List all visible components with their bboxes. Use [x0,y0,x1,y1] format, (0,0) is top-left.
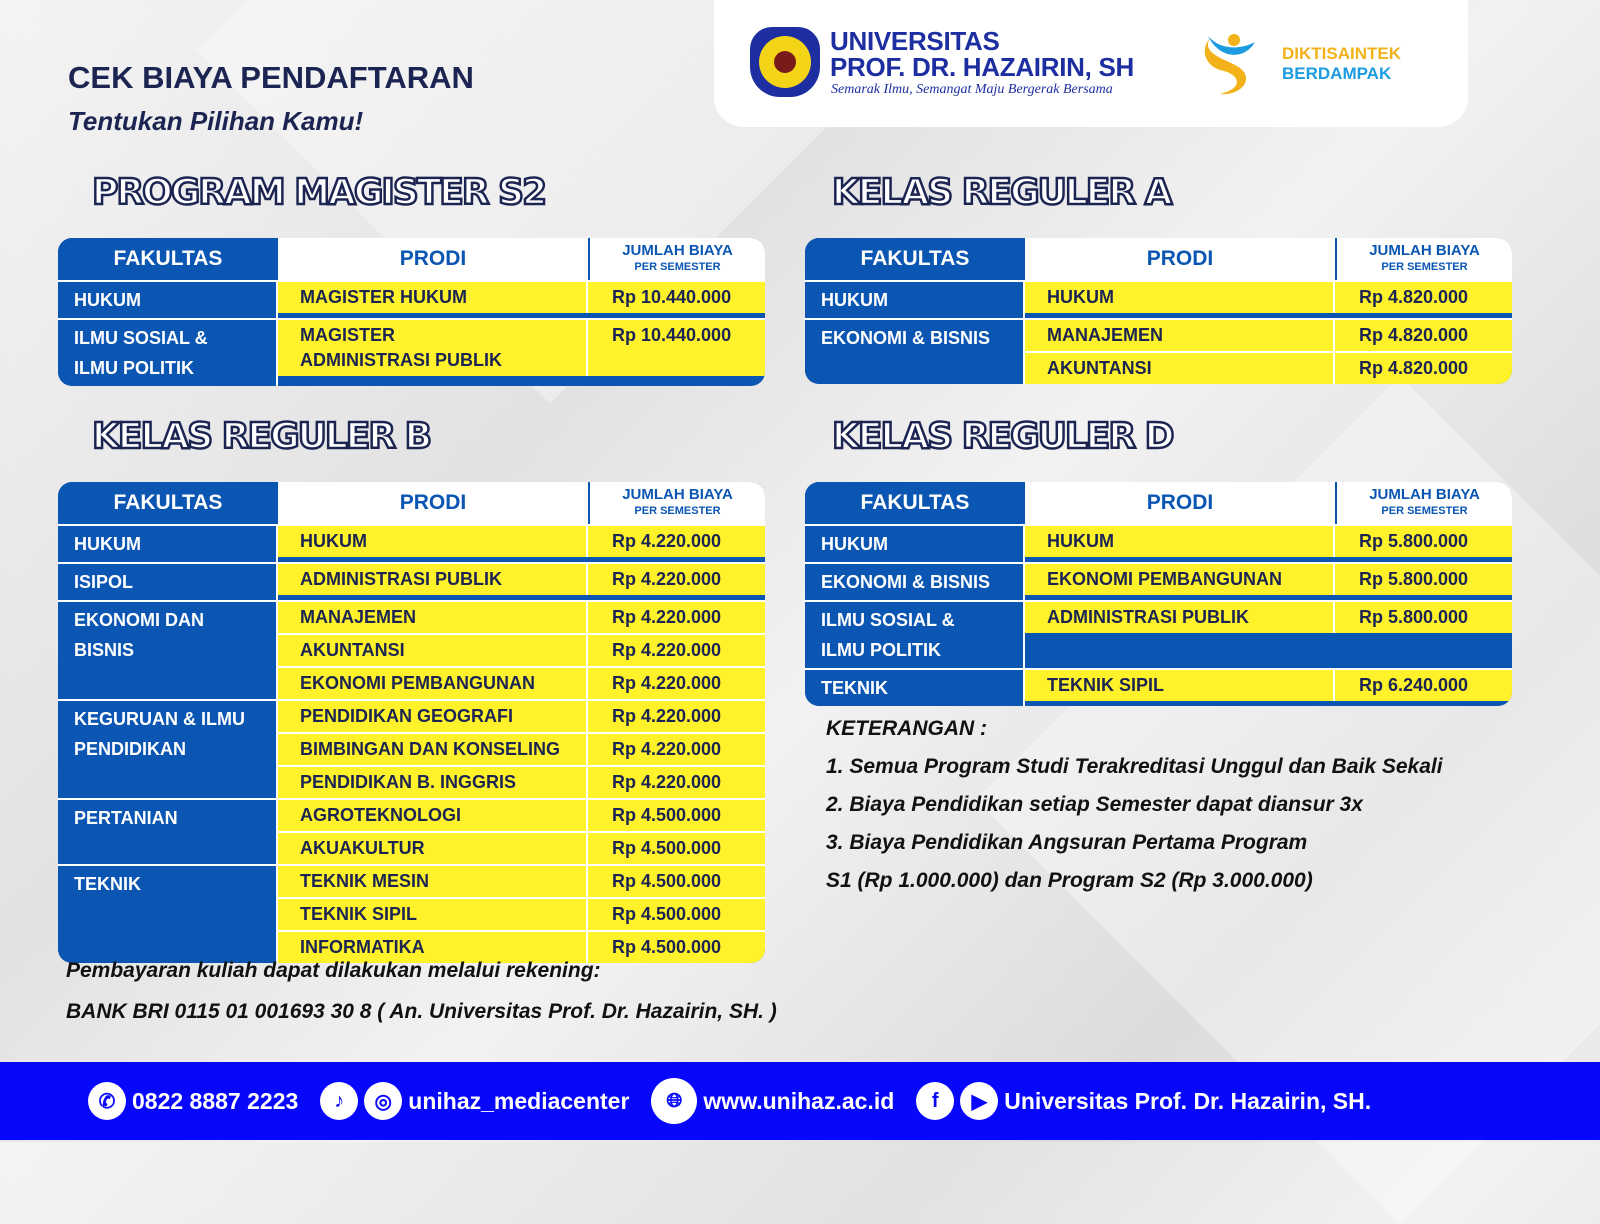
prodi-cell: HUKUM [1025,526,1335,557]
faculty-cell: ILMU SOSIAL & ILMU POLITIK [58,320,278,386]
table-header [805,482,1512,524]
header-biaya-label: JUMLAH BIAYA [622,242,733,259]
biaya-cell: Rp 4.500.000 [612,805,722,825]
faculty-group [58,798,765,864]
footer-social-handle[interactable]: unihaz_mediacenter [408,1087,630,1114]
faculty-group [58,699,765,798]
section-title-magister: PROGRAM MAGISTER S2 [92,172,546,213]
faculty-cell: HUKUM [805,526,1025,562]
biaya-cell: Rp 4.820.000 [1359,358,1469,378]
biaya-cell: Rp 4.500.000 [612,904,722,924]
header-biaya [1335,238,1512,280]
table-row [278,897,765,930]
faculty-group [805,318,1512,384]
faculty-group [58,600,765,699]
header-prodi: PRODI [1025,238,1335,280]
biaya-cell: Rp 4.220.000 [612,640,722,660]
program-rows [1025,282,1512,318]
header-biaya [1335,482,1512,524]
faculty-group [58,318,765,386]
table-row [1025,564,1512,595]
prodi-cell: EKONOMI PEMBANGUNAN [1025,564,1335,595]
program-rows [1025,670,1512,706]
prodi-cell: MANAJEMEN [278,602,588,633]
header-fakultas: FAKULTAS [805,238,1025,280]
table-reguler-b [58,482,765,963]
note-item: 3. Biaya Pendidikan Angsuran Pertama Program [826,831,1308,854]
table-row [278,602,765,633]
program-rows [278,320,765,386]
section-title-reguler-a: KELAS REGULER A [832,172,1171,213]
globe-icon[interactable]: 🌐︎ [651,1078,697,1124]
table-row [278,866,765,897]
table-magister [58,238,765,386]
faculty-group [805,600,1512,668]
header-biaya-sub: PER SEMESTER [1381,261,1468,273]
program-rows [278,701,765,798]
keterangan-title: KETERANGAN : [826,717,987,740]
prodi-cell: EKONOMI PEMBANGUNAN [278,668,588,699]
biaya-cell: Rp 6.240.000 [1359,675,1469,695]
program-rows [1025,564,1512,600]
prodi-cell: TEKNIK MESIN [278,866,588,897]
table-row [278,831,765,864]
section-title-reguler-b: KELAS REGULER B [92,416,431,457]
prodi-cell: AKUAKULTUR [278,833,588,864]
table-row [278,282,765,313]
facebook-icon[interactable]: f [916,1082,954,1120]
header-biaya [588,482,765,524]
table-header [58,482,765,524]
prodi-cell: PENDIDIKAN B. INGGRIS [278,767,588,798]
faculty-group [58,864,765,963]
prodi-cell: HUKUM [1025,282,1335,313]
prodi-cell: BIMBINGAN DAN KONSELING [278,734,588,765]
faculty-group [805,280,1512,318]
biaya-cell: Rp 4.820.000 [1359,287,1469,307]
table-row [278,564,765,595]
biaya-cell: Rp 4.220.000 [612,706,722,726]
program-rows [278,866,765,963]
faculty-cell: TEKNIK [58,866,278,963]
biaya-cell: Rp 4.500.000 [612,838,722,858]
table-row [278,526,765,557]
table-reguler-d [805,482,1512,706]
biaya-cell: Rp 10.440.000 [612,287,732,307]
table-row [278,666,765,699]
program-rows [1025,602,1512,668]
program-rows [278,526,765,562]
payment-line1: Pembayaran kuliah dapat dilakukan melalui rekening: [66,959,601,982]
table-row [1025,526,1512,557]
header-biaya-label: JUMLAH BIAYA [1369,242,1480,259]
section-title-reguler-d: KELAS REGULER D [832,416,1173,457]
payment-info [66,950,777,1032]
footer-contact-bar [0,1062,1600,1140]
biaya-cell: Rp 10.440.000 [612,325,732,345]
faculty-cell: ISIPOL [58,564,278,600]
table-row [1025,320,1512,351]
prodi-cell: AKUNTANSI [278,635,588,666]
header-prodi: PRODI [1025,482,1335,524]
table-row [278,320,765,376]
table-row [1025,351,1512,384]
prodi-cell: ADMINISTRASI PUBLIK [278,564,588,595]
program-rows [1025,320,1512,384]
biaya-cell: Rp 4.220.000 [612,739,722,759]
program-rows [1025,526,1512,562]
biaya-cell: Rp 5.800.000 [1359,531,1469,551]
faculty-group [58,524,765,562]
prodi-cell: MANAJEMEN [1025,320,1335,351]
footer-website[interactable]: www.unihaz.ac.id [703,1087,895,1114]
program-rows [278,282,765,318]
faculty-cell: EKONOMI & BISNIS [805,564,1025,600]
faculty-cell: EKONOMI & BISNIS [805,320,1025,384]
university-name-line1: UNIVERSITAS [830,26,1000,56]
biaya-cell: Rp 5.800.000 [1359,607,1469,627]
header-prodi: PRODI [278,238,588,280]
faculty-group [805,668,1512,706]
header-biaya-sub: PER SEMESTER [634,261,721,273]
footer-phone[interactable]: 0822 8887 2223 [132,1087,299,1114]
faculty-cell: PERTANIAN [58,800,278,864]
header-biaya-sub: PER SEMESTER [1381,505,1468,517]
keterangan-notes [826,710,1443,900]
header-prodi: PRODI [278,482,588,524]
header-biaya-sub: PER SEMESTER [634,505,721,517]
faculty-cell: HUKUM [805,282,1025,318]
university-seal-logo [750,27,820,97]
program-rows [278,602,765,699]
faculty-cell: KEGURUAN & ILMU PENDIDIKAN [58,701,278,798]
university-name-line2: PROF. DR. HAZAIRIN, SH [830,52,1134,82]
biaya-cell: Rp 4.220.000 [612,673,722,693]
table-row [278,633,765,666]
faculty-cell: HUKUM [58,282,278,318]
prodi-cell: MAGISTER ADMINISTRASI PUBLIK [278,320,588,376]
note-item: 1. Semua Program Studi Terakreditasi Unggul dan Baik Sekali [826,755,1443,778]
faculty-group [58,562,765,600]
biaya-cell: Rp 4.500.000 [612,871,722,891]
table-row [278,765,765,798]
diktisaintek-logo [1200,30,1266,98]
prodi-cell: TEKNIK SIPIL [278,899,588,930]
tiktok-icon[interactable]: ♪ [320,1082,358,1120]
program-rows [278,564,765,600]
faculty-cell: HUKUM [58,526,278,562]
table-row [278,701,765,732]
youtube-icon[interactable]: ▶ [960,1082,998,1120]
table-row [278,800,765,831]
table-row [1025,282,1512,313]
footer-youtube-channel[interactable]: Universitas Prof. Dr. Hazairin, SH. [1004,1087,1372,1114]
biaya-cell: Rp 5.800.000 [1359,569,1469,589]
prodi-cell: AKUNTANSI [1025,353,1335,384]
table-reguler-a [805,238,1512,384]
header-biaya-label: JUMLAH BIAYA [1369,486,1480,503]
dikti-line1: DIKTISAINTEK [1282,44,1401,63]
prodi-cell: ADMINISTRASI PUBLIK [1025,602,1335,633]
faculty-cell: TEKNIK [805,670,1025,706]
table-header [805,238,1512,280]
note-item: 2. Biaya Pendidikan setiap Semester dapat diansur 3x [826,793,1363,816]
instagram-icon[interactable]: ◎ [364,1082,402,1120]
prodi-cell: AGROTEKNOLOGI [278,800,588,831]
whatsapp-icon[interactable]: ✆ [88,1082,126,1120]
table-header [58,238,765,280]
biaya-cell: Rp 4.220.000 [612,772,722,792]
biaya-cell: Rp 4.220.000 [612,569,722,589]
program-rows [278,800,765,864]
dikti-line2: BERDAMPAK [1282,64,1392,83]
table-row [278,732,765,765]
biaya-cell: Rp 4.220.000 [612,607,722,627]
biaya-cell: Rp 4.500.000 [612,937,722,957]
header-biaya [588,238,765,280]
biaya-cell: Rp 4.820.000 [1359,325,1469,345]
faculty-group [805,524,1512,562]
prodi-cell: INFORMATIKA [278,932,588,963]
page-title: CEK BIAYA PENDAFTARAN [68,60,474,95]
prodi-cell: HUKUM [278,526,588,557]
page-subtitle: Tentukan Pilihan Kamu! [68,106,364,136]
prodi-cell: PENDIDIKAN GEOGRAFI [278,701,588,732]
university-tagline: Semarak Ilmu, Semangat Maju Bergerak Bersama [831,82,1113,97]
payment-bank-account: BANK BRI 0115 01 001693 30 8 ( An. Universitas Prof. Dr. Hazairin, SH. ) [66,1000,777,1023]
table-row [1025,602,1512,633]
faculty-cell: EKONOMI DAN BISNIS [58,602,278,699]
faculty-group [805,562,1512,600]
header-biaya-label: JUMLAH BIAYA [622,486,733,503]
prodi-cell: MAGISTER HUKUM [278,282,588,313]
header-fakultas: FAKULTAS [805,482,1025,524]
faculty-cell: ILMU SOSIAL & ILMU POLITIK [805,602,1025,668]
biaya-cell: Rp 4.220.000 [612,531,722,551]
header-fakultas: FAKULTAS [58,482,278,524]
prodi-cell: TEKNIK SIPIL [1025,670,1335,701]
faculty-group [58,280,765,318]
table-row [1025,670,1512,701]
note-item: S1 (Rp 1.000.000) dan Program S2 (Rp 3.000.000) [826,869,1313,892]
header-fakultas: FAKULTAS [58,238,278,280]
